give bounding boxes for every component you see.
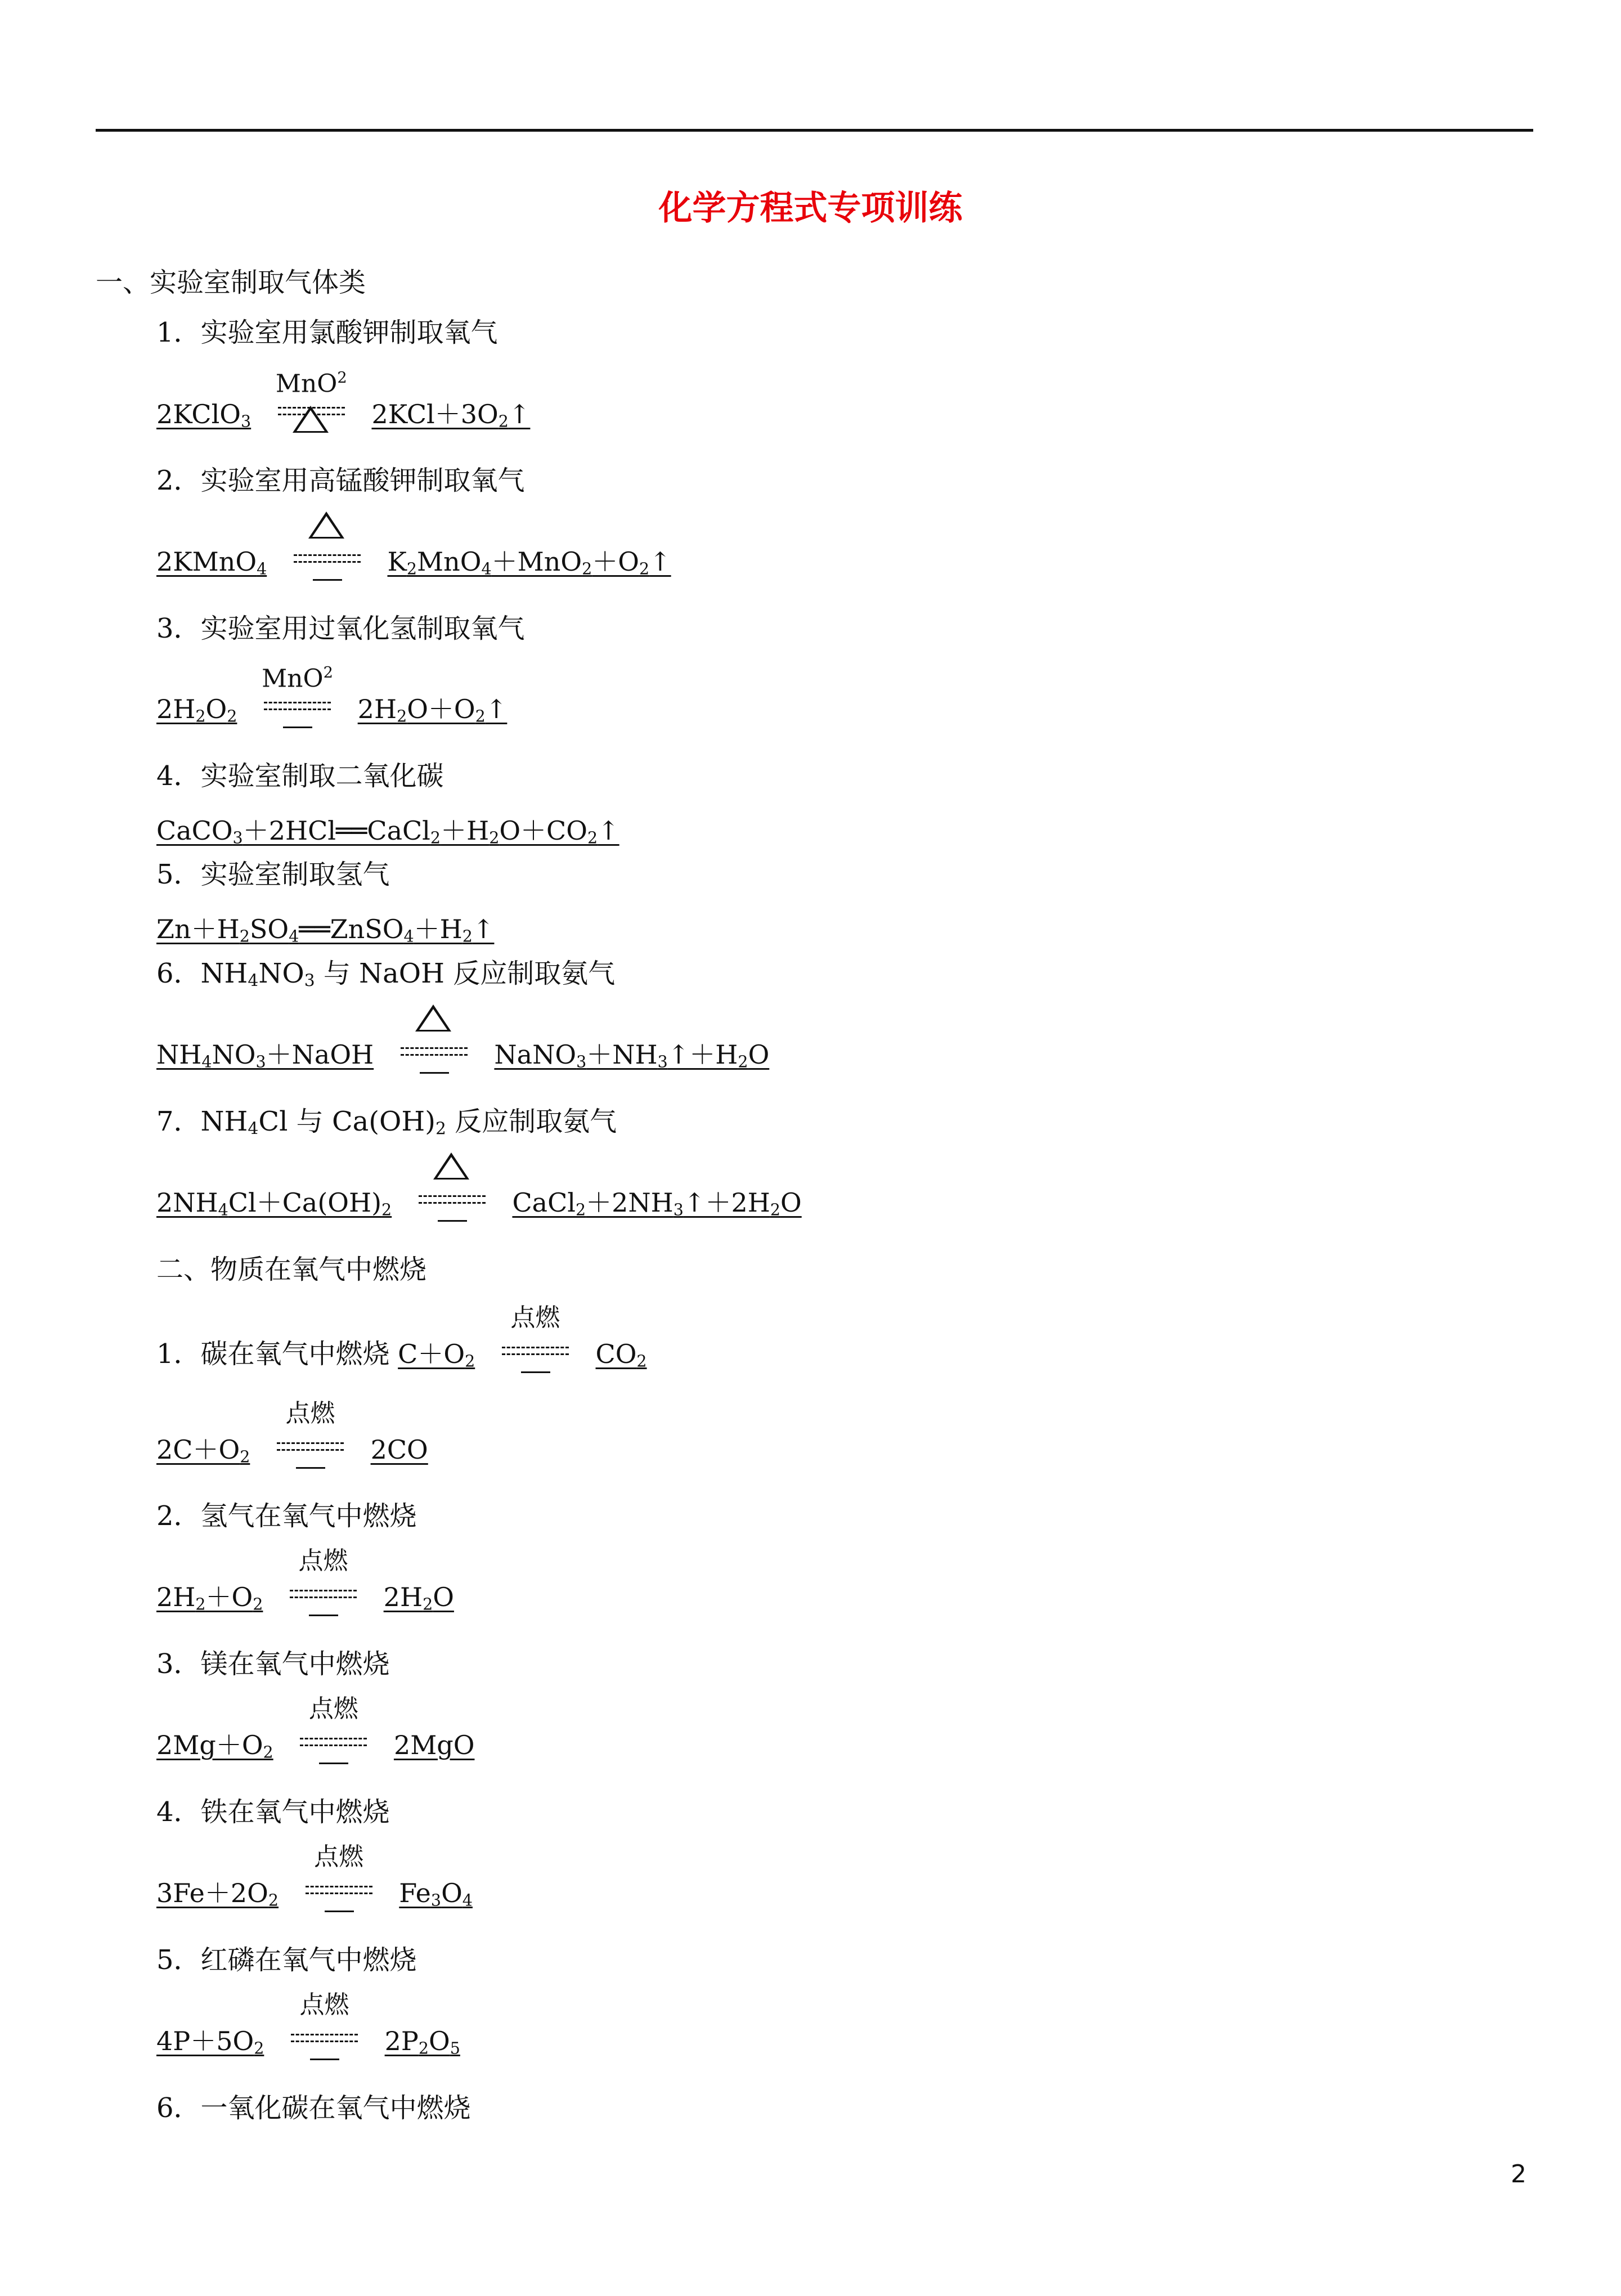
- item-label: 5．实验室制取氢气: [156, 859, 390, 890]
- reaction-condition: [414, 1185, 490, 1225]
- section-heading: 一、实验室制取气体类: [96, 267, 366, 298]
- item-label: 6．$NH_4NO_3$ 与 NaOH 反应制取氨气: [156, 958, 616, 991]
- equation: 2KClO$_3$ MnO$^2$ $2KCl+3O_2↑$: [156, 394, 530, 436]
- item-label: 2．氢气在氧气中燃烧: [156, 1500, 417, 1532]
- item-label: 7．$NH_4Cl$ 与 $Ca(OH)_2$ 反应制取氨气: [156, 1106, 617, 1139]
- equation: $3Fe+2O_2$ 点燃 $Fe_3O_4$: [156, 1873, 473, 1915]
- reaction-condition: 点燃: [295, 1728, 371, 1767]
- reaction-condition: MnO$^2$: [273, 397, 349, 436]
- item-label: 5．红磷在氧气中燃烧: [156, 1944, 417, 1976]
- reaction-condition: 点燃: [285, 1580, 361, 1619]
- item-label: 2．实验室用高锰酸钾制取氧气: [156, 465, 525, 496]
- reaction-condition: 点燃: [301, 1876, 377, 1915]
- item-label: 1．实验室用氯酸钾制取氧气: [156, 317, 498, 348]
- equation: 1．碳在氧气中燃烧 $C+O_2$ 点燃 $CO_2$: [156, 1332, 647, 1376]
- reaction-condition: [289, 544, 365, 584]
- equation: $2H_2+O_2$ 点燃 $2H_2O$: [156, 1577, 454, 1619]
- page-number: 2: [1511, 2160, 1526, 2189]
- equation: $2C+O_2$ 点燃 2CO: [156, 1429, 428, 1472]
- item-label: 3．实验室用过氧化氢制取氧气: [156, 613, 525, 644]
- page-title: 化学方程式专项训练: [658, 189, 963, 228]
- item-label: 6．一氧化碳在氧气中燃烧: [156, 2092, 471, 2124]
- reaction-condition: 点燃: [286, 2024, 362, 2063]
- reaction-condition: MnO$^2$: [259, 692, 335, 731]
- reaction-condition: 点燃: [497, 1337, 573, 1376]
- equation: $2NH_4Cl+Ca(OH)_2$ $CaCl_2+2NH_3↑+2H_2O$: [156, 1182, 802, 1225]
- item-label: 4．铁在氧气中燃烧: [156, 1796, 390, 1828]
- reaction-condition: [396, 1037, 472, 1077]
- equation: $2H_2O_2$ MnO$^2$ $2H_2O+O_2↑$: [156, 689, 507, 731]
- equation: $Zn+H_2SO_4══ZnSO_4+H_2↑$: [156, 914, 495, 946]
- header-rule: [96, 129, 1533, 132]
- equation: $NH_4NO_3+NaOH$ $NaNO_3+NH_3↑+H_2O$: [156, 1034, 769, 1077]
- equation: $4P+5O_2$ 点燃 $2P_2O_5$: [156, 2021, 460, 2063]
- section-heading: 二、物质在氧气中燃烧: [156, 1254, 427, 1285]
- equation: $CaCO_3+2HCl══CaCl_2+H_2O+CO_2↑$: [156, 815, 619, 847]
- equation: 2KMnO$_4$ $K_2MnO_4+MnO_2+O_2↑$: [156, 541, 671, 584]
- reaction-condition: 点燃: [272, 1432, 348, 1472]
- item-label: 4．实验室制取二氧化碳: [156, 760, 444, 792]
- equation: $2Mg+O_2$ 点燃 2MgO: [156, 1725, 474, 1767]
- item-label: 3．镁在氧气中燃烧: [156, 1648, 390, 1680]
